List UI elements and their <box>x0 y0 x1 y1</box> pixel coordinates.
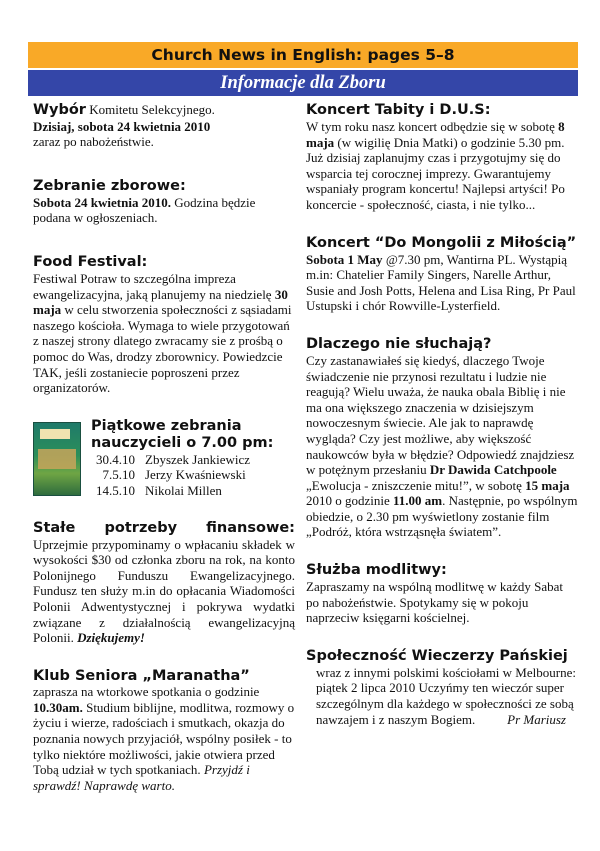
modlitwy-text: Zapraszamy na wspólną modlitwę w każdy Sabat po nabożeństwie. Spotykamy się w pokoju naprzeciw księgarni kościelnej. <box>306 579 564 626</box>
mongolia-title: Koncert “Do Mongolii z Miłością” <box>306 234 577 251</box>
seniora-closing: Przyjdź i sprawdź! Naprawdę warto. <box>33 762 250 793</box>
dlaczego-text-1: Czy zastanawiałeś się kiedyś, dlaczego Twoje świadczenie nie przynosi rezultatu i ludzie nie reagują? Wielu uważa, że nauka obala Biblię i nie ma ona większego znaczenia w dzisiejszym nowoczesnym świecie. Ale jak to naprawdę wygląda? Czy jest możliwe, aby większość naukowców była w błędzie? Odpowiedź znajdziesz w potężnym przesłaniu <box>306 352 575 478</box>
zebranie-date: Sobota 24 kwietnia 2010. <box>33 194 171 210</box>
seniora-text-1: zaprasza na wtorkowe spotkania o godzinie <box>33 684 260 700</box>
dlaczego-date: 15 maja <box>525 477 570 493</box>
section-tabita <box>306 102 578 213</box>
food-date: 30 maja <box>33 286 288 318</box>
dlaczego-time: 11.00 am <box>393 493 443 509</box>
tabita-text-1: W tym roku nasz koncert odbędzie się w sobotę <box>306 119 559 134</box>
section-seniora <box>33 668 295 794</box>
dlaczego-speaker: Dr Dawida Catchpoole <box>429 462 557 478</box>
teacher-name: Nikolai Millen <box>145 482 222 498</box>
teacher-row <box>91 452 295 467</box>
right-column <box>306 102 578 749</box>
zebranie-text: Godzina będzie podana w ogłoszeniach. <box>33 194 256 226</box>
food-title: Food Festival: <box>33 253 148 270</box>
teachers-title: Piątkowe zebrania nauczycieli o 7.00 pm: <box>91 417 274 451</box>
book-cover-image <box>33 422 81 496</box>
finanse-title: Stałe potrzeby finansowe: <box>33 519 295 536</box>
seniora-time: 10.30am. <box>33 699 83 715</box>
finanse-text: Uprzejmie przypominamy o wpłacaniu składek w wysokości $30 od członka zboru na rok, na konto Polonijnego Funduszu Ewangelizacyjnego. Fundusz ten służy m.in do opłacania Wiadomości Polonii Adwentystycznej i pokrywa wydatki związane z działalnością ewangelizacyjną Polonii. <box>33 536 295 646</box>
dlaczego-text-2: „Ewolucja - zniszczenie mitu!”, w sobotę <box>306 477 526 493</box>
wieczerzy-signature: Pr Mariusz <box>507 711 566 727</box>
top-banner: Church News in English: pages 5–8 <box>28 42 578 68</box>
mongolia-text: @7.30 pm, Wantirna PL. Wystąpią m.in: Chatelier Family Singers, Narelle Arthur, Susie and Josh Potts, Helena and Lisa Ring, Pr Paul Ustupski i chór Rowville-Lysterfield. <box>306 251 576 314</box>
wybor-title-rest: Komitetu Selekcyjnego. <box>85 102 215 117</box>
section-wieczerzy <box>306 648 578 727</box>
teacher-name: Zbyszek Jankiewicz <box>145 451 251 467</box>
tabita-text-2: (w wigilię Dnia Matki) o godzinie 5.30 pm. Już dzisiaj zaplanujmy czas i przygotujmy się do wsparcia tej corocznej imprezy. Gwarantujemy wspaniały program koncertu! Najlepsi artyści! Po koncercie - społeczność, ciasta, i nie tylko... <box>306 134 565 212</box>
teacher-row <box>91 467 295 482</box>
tabita-date: 8 maja <box>306 119 565 150</box>
left-column <box>33 102 295 815</box>
dlaczego-title: Dlaczego nie słuchają? <box>306 335 492 352</box>
food-text-1: Festiwal Potraw to szczególna impreza ewangelizacyjna, jaką planujemy na niedzielę <box>33 270 275 302</box>
teacher-date: 7.5.10 <box>102 467 135 483</box>
dlaczego-text-3: 2010 o godzinie <box>306 493 394 509</box>
zebranie-title: Zebranie zborowe: <box>33 177 186 194</box>
teacher-date: 30.4.10 <box>96 451 135 467</box>
section-dlaczego <box>306 336 578 540</box>
modlitwy-title: Służba modlitwy: <box>306 562 447 579</box>
finanse-thanks: Dziękujemy! <box>77 630 145 646</box>
section-finanse <box>33 520 295 646</box>
food-text-2: w celu stworzenia społeczności z sąsiadami naszego kościoła. Wymaga to wiele przygotowań z naszej strony dlatego zwracamy sie z prośbą o pomoc do Was, drodzy zborownicy. Powiedzcie TAK, jeśli zostaniecie poproszeni przez organizatorów. <box>33 302 292 396</box>
teacher-name: Jerzy Kwaśniewski <box>145 467 246 483</box>
section-teachers <box>33 418 295 498</box>
section-wybor <box>33 102 295 150</box>
wybor-title: Wybór <box>33 102 86 118</box>
wybor-date: Dzisiaj, sobota 24 kwietnia 2010 <box>33 118 211 134</box>
sub-banner: Informacje dla Zboru <box>28 70 578 96</box>
teacher-date: 14.5.10 <box>96 482 135 498</box>
dlaczego-text-4: . Następnie, po wspólnym obiedzie, o 2.30 pm wyświetlony zostanie film „Podróż, która wstrząsnęła światem”. <box>306 493 578 540</box>
wieczerzy-text: wraz z innymi polskimi kościołami w Melbourne: piątek 2 lipca 2010 Uczyńmy ten wieczór super szczególnym dla każdego w społeczności ze sobą nawzajem i z naszym Bogiem. <box>316 664 576 727</box>
section-food <box>33 254 295 396</box>
section-modlitwy <box>306 562 578 626</box>
wybor-time: zaraz po nabożeństwie. <box>33 134 154 150</box>
seniora-text-2: Studium biblijne, modlitwa, rozmowy o życiu i wierze, radościach i smutkach, okazja do poznania nowych przyjaciół, wspólny posiłek - to tylko niektóre możliwości, jakie otwiera przed Tobą udział w tych spotkaniach. <box>33 699 295 778</box>
wieczerzy-title: Społeczność Wieczerzy Pańskiej <box>306 647 568 664</box>
tabita-title: Koncert Tabity i D.U.S: <box>306 102 491 118</box>
teacher-row <box>91 483 295 498</box>
seniora-title: Klub Seniora „Maranatha” <box>33 667 250 684</box>
section-mongolia <box>306 235 578 314</box>
section-zebranie <box>33 178 295 226</box>
mongolia-date: Sobota 1 May <box>306 251 383 267</box>
